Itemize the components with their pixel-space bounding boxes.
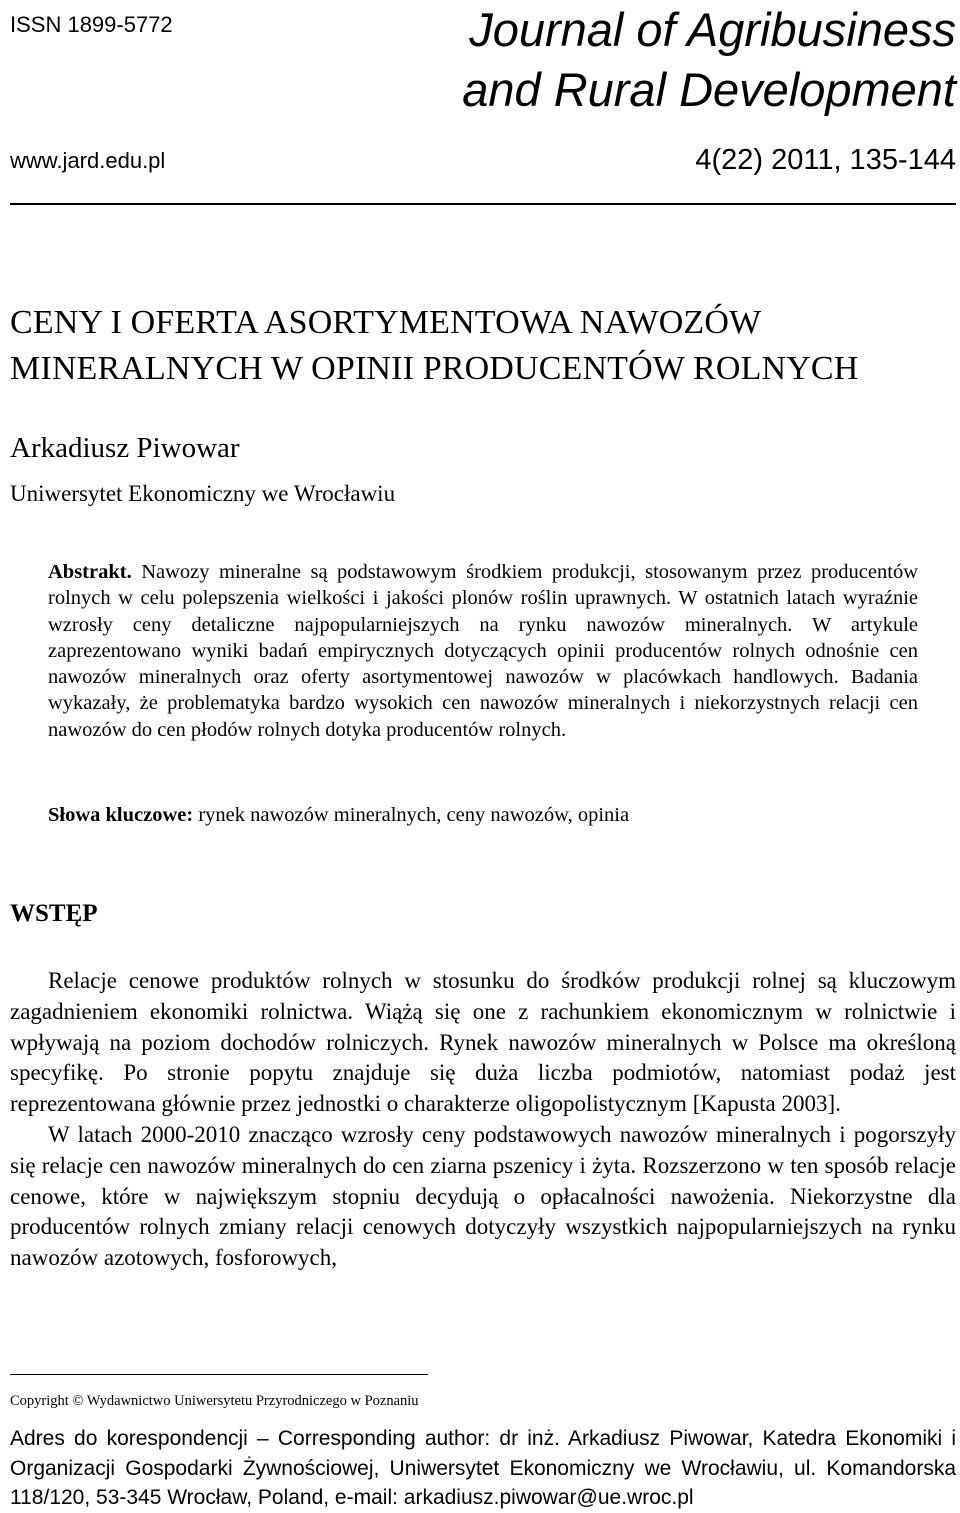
article-title (10, 300, 955, 392)
abstract-label: Abstrakt. (48, 561, 132, 583)
article-title-line-2: MINERALNYCH W OPINII PRODUCENTÓW ROLNYCH (10, 350, 859, 387)
author-affiliation: Uniwersytet Ekonomiczny we Wrocławiu (10, 481, 396, 506)
correspondence-address: Adres do korespondencji – Corresponding author: dr inż. Arkadiusz Piwowar, Katedra Ekonomiki i Organizacji Gospodarki Żywnościowej, Uniwersytet Ekonomiczny we Wrocławiu, ul. Komandorska 118/120, 53-345 Wrocław, Poland, e-mail: arkadiusz.piwowar@ue.wroc.pl (10, 1427, 956, 1510)
keywords (48, 801, 918, 829)
author-name: Arkadiusz Piwowar (10, 432, 240, 464)
journal-website[interactable]: www.jard.edu.pl (10, 148, 166, 173)
body-paragraph: Relacje cenowe produktów rolnych w stosunku do środków produkcji rolnej są kluczowym zagadnieniem ekonomiki rolnictwa. Wiążą się one z rachunkiem ekonomicznym w rolnictwie i wpływają na poziom dochodów rolniczych. Rynek nawozów mineralnych w Polsce ma określoną specyfikę. Po stronie popytu znajduje się duża liczba podmiotów, natomiast podaż jest reprezentowana głównie przez jednostki o charakterze oligopolistycznym [Kapusta 2003]. (10, 968, 956, 1117)
issn-number: ISSN 1899-5772 (10, 12, 173, 37)
article-title-line-1: CENY I OFERTA ASORTYMENTOWA NAWOZÓW (10, 304, 762, 341)
issue-pages: 4(22) 2011, 135-144 (695, 144, 956, 176)
journal-title-line-2: and Rural Development (462, 63, 956, 116)
footnote-divider (10, 1374, 428, 1375)
body-text (10, 966, 956, 1274)
abstract (48, 559, 918, 743)
header-divider (10, 203, 956, 205)
keywords-text: rynek nawozów mineralnych, ceny nawozów, opinia (198, 804, 630, 826)
journal-title-line-1: Journal of Agribusiness (469, 3, 956, 56)
keywords-label: Słowa kluczowe: (48, 804, 194, 826)
section-heading: WSTĘP (10, 900, 98, 927)
journal-title (356, 0, 956, 120)
copyright-notice: Copyright © Wydawnictwo Uniwersytetu Przyrodniczego w Poznaniu (10, 1393, 419, 1409)
abstract-text: Nawozy mineralne są podstawowym środkiem produkcji, stosowanym przez producentów rolnych w celu polepszenia wielkości i jakości plonów roślin uprawnych. W ostatnich latach wyraźnie wzrosły ceny detaliczne najpopularniejszych na rynku nawozów mineralnych. W artykule zaprezentowano wyniki badań empirycznych dotyczących opinii producentów rolnych odnośnie cen nawozów mineralnych oraz oferty asortymentowej nawozów w placówkach handlowych. Badania wykazały, że problematyka bardzo wysokich cen nawozów mineralnych i niekorzystnych relacji cen nawozów do cen płodów rolnych dotyka producentów rolnych. (48, 561, 918, 741)
body-paragraph: W latach 2000-2010 znacząco wzrosły ceny podstawowych nawozów mineralnych i pogorszyły się relacje cen nawozów mineralnych do cen ziarna pszenicy i żyta. Rozszerzono w ten sposób relacje cenowe, które w największym stopniu decydują o opłacalności nawożenia. Niekorzystne dla producentów rolnych zmiany relacji cenowych dotyczyły wszystkich najpopularniejszych na rynku nawozów azotowych, fosforowych, (10, 1121, 956, 1271)
